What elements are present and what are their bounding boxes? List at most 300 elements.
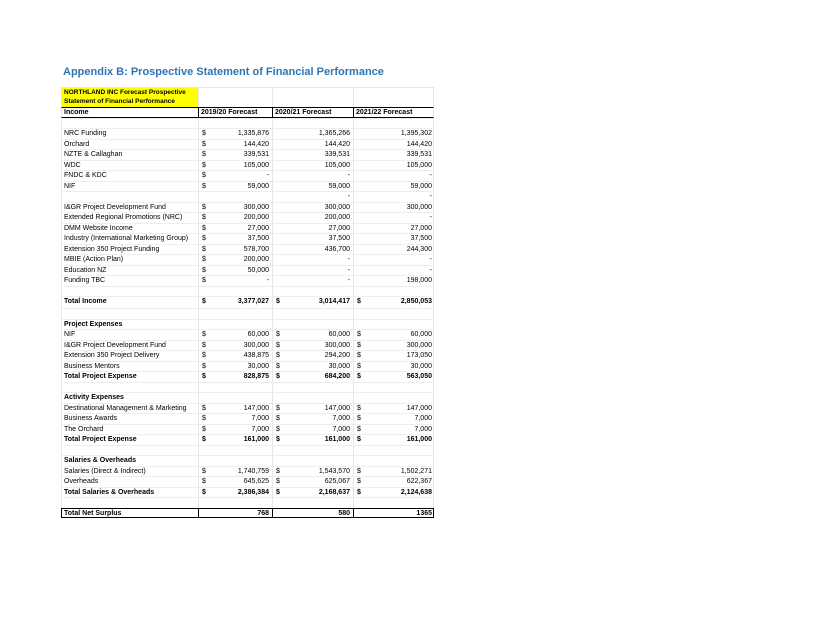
amount: 1,335,876	[237, 130, 269, 137]
value-cell	[273, 488, 354, 498]
value-cell	[354, 341, 435, 351]
currency-symbol: $	[202, 266, 206, 274]
table-row	[61, 508, 434, 519]
value-cell	[199, 435, 273, 445]
table-body	[61, 118, 434, 519]
amount: 438,875	[243, 352, 269, 359]
amount: 1365	[416, 509, 432, 517]
spacer-row	[61, 445, 434, 456]
currency-symbol: $	[276, 467, 280, 475]
value-cell	[199, 393, 273, 403]
amount: 60,000	[328, 331, 350, 338]
row-label: Funding TBC	[62, 276, 199, 286]
amount: 300,000	[324, 341, 350, 349]
value-cell	[273, 245, 354, 255]
value-cell	[273, 372, 354, 382]
currency-symbol: $	[202, 436, 206, 443]
amount: 768	[257, 509, 269, 517]
amount: 578,700	[243, 245, 269, 253]
value-cell	[354, 320, 435, 330]
amount: 2,386,384	[237, 488, 269, 496]
table-title: NORTHLAND INC Forecast Prospective Statement of Financial Performance	[62, 88, 199, 107]
value-cell	[273, 362, 354, 372]
value-cell	[354, 425, 435, 435]
row-label: NIF	[62, 330, 199, 340]
value-cell	[199, 266, 273, 276]
value-cell	[273, 330, 354, 340]
amount: 1,365,266	[318, 130, 350, 137]
amount: -	[347, 256, 350, 263]
table-row	[61, 329, 434, 340]
value-cell	[199, 150, 273, 160]
row-label: The Orchard	[62, 425, 199, 435]
value-cell	[354, 351, 435, 361]
amount: 60,000	[247, 331, 269, 338]
value-cell	[199, 276, 273, 286]
currency-symbol: $	[276, 362, 280, 370]
value-cell	[354, 140, 435, 150]
value-cell	[354, 255, 435, 265]
amount: 3,377,027	[237, 298, 269, 305]
amount: 300,000	[406, 341, 432, 349]
currency-symbol: $	[202, 140, 206, 148]
amount: 30,000	[328, 362, 350, 370]
table-title-row	[61, 87, 434, 107]
table-row	[61, 319, 434, 330]
amount: 60,000	[410, 331, 432, 338]
value-cell	[199, 234, 273, 244]
table-row	[61, 434, 434, 445]
table-row	[61, 202, 434, 213]
header-income: Income	[62, 108, 199, 117]
row-label: Total Salaries & Overheads	[62, 488, 199, 498]
currency-symbol: $	[202, 488, 206, 496]
amount: 645,625	[243, 478, 269, 485]
table-row	[61, 233, 434, 244]
table-row	[61, 476, 434, 487]
amount: 300,000	[243, 203, 269, 211]
row-label: Industry (International Marketing Group)	[62, 234, 199, 244]
row-label: I&GR Project Development Fund	[62, 341, 199, 351]
amount: -	[347, 193, 350, 200]
row-label: Total Project Expense	[62, 372, 199, 382]
amount: -	[266, 277, 269, 284]
amount: 30,000	[247, 362, 269, 370]
value-cell	[273, 477, 354, 487]
value-cell	[354, 150, 435, 160]
currency-symbol: $	[276, 352, 280, 359]
value-cell	[354, 477, 435, 487]
currency-symbol: $	[202, 182, 206, 190]
currency-symbol: $	[202, 298, 206, 305]
value-cell	[273, 213, 354, 223]
value-cell	[199, 404, 273, 414]
table-row	[61, 160, 434, 171]
value-cell	[199, 425, 273, 435]
amount: 105,000	[406, 161, 432, 169]
value-cell	[273, 297, 354, 308]
value-cell	[354, 224, 435, 234]
amount: -	[347, 266, 350, 274]
table-row	[61, 149, 434, 160]
value-cell	[354, 182, 435, 192]
value-cell	[354, 393, 435, 403]
value-cell	[199, 351, 273, 361]
value-cell	[354, 467, 435, 477]
table-row	[61, 403, 434, 414]
value-cell	[273, 192, 354, 202]
header-2020-21: 2020/21 Forecast	[273, 108, 354, 117]
row-label: Extension 350 Project Funding	[62, 245, 199, 255]
currency-symbol: $	[357, 331, 361, 338]
amount: 1,395,302	[400, 130, 432, 137]
value-cell	[199, 467, 273, 477]
value-cell	[273, 320, 354, 330]
table-row	[61, 139, 434, 150]
value-cell	[199, 245, 273, 255]
table-row	[61, 223, 434, 234]
spacer-row	[61, 382, 434, 393]
table-row	[61, 191, 434, 202]
row-label: Total Net Surplus	[62, 509, 199, 518]
row-label: Salaries & Overheads	[62, 456, 199, 466]
amount: 37,500	[328, 235, 350, 242]
value-cell	[273, 341, 354, 351]
amount: 244,300	[406, 245, 432, 253]
amount: 828,875	[243, 373, 269, 380]
value-cell	[199, 182, 273, 192]
value-cell	[273, 224, 354, 234]
amount: -	[429, 214, 432, 221]
value-cell	[273, 435, 354, 445]
row-label: Education NZ	[62, 266, 199, 276]
amount: 684,200	[324, 373, 350, 380]
amount: 59,000	[410, 182, 432, 190]
value-cell	[199, 129, 273, 139]
value-cell	[273, 255, 354, 265]
value-cell	[199, 341, 273, 351]
row-label: NIF	[62, 182, 199, 192]
amount: 2,124,638	[400, 488, 432, 496]
value-cell	[199, 488, 273, 498]
currency-symbol: $	[202, 151, 206, 158]
value-cell	[199, 372, 273, 382]
currency-symbol: $	[276, 298, 280, 305]
value-cell	[354, 435, 435, 445]
amount: 37,500	[410, 235, 432, 242]
row-label	[62, 192, 199, 202]
value-cell	[199, 362, 273, 372]
table-row	[61, 212, 434, 223]
currency-symbol: $	[202, 224, 206, 232]
table-row	[61, 275, 434, 286]
amount: 1,502,271	[400, 467, 432, 475]
amount: 198,000	[406, 277, 432, 284]
currency-symbol: $	[357, 488, 361, 496]
value-cell	[199, 224, 273, 234]
amount: 105,000	[324, 161, 350, 169]
row-label: Salaries (Direct & Indirect)	[62, 467, 199, 477]
amount: 339,531	[324, 151, 350, 158]
amount: 7,000	[251, 425, 269, 433]
value-cell	[273, 161, 354, 171]
currency-symbol: $	[276, 373, 280, 380]
currency-symbol: $	[276, 341, 280, 349]
value-cell	[354, 234, 435, 244]
amount: 294,200	[324, 352, 350, 359]
amount: -	[266, 172, 269, 179]
spacer-row	[61, 308, 434, 319]
value-cell	[199, 414, 273, 424]
value-cell	[199, 161, 273, 171]
value-cell	[354, 372, 435, 382]
value-cell	[273, 467, 354, 477]
amount: 50,000	[247, 266, 269, 274]
amount: 7,000	[414, 425, 432, 433]
currency-symbol: $	[202, 161, 206, 169]
row-label: Business Mentors	[62, 362, 199, 372]
value-cell	[199, 171, 273, 181]
row-label: Activity Expenses	[62, 393, 199, 403]
amount: 7,000	[251, 415, 269, 422]
value-cell	[199, 203, 273, 213]
amount: 300,000	[406, 203, 432, 211]
currency-symbol: $	[357, 467, 361, 475]
row-label: Destinational Management & Marketing	[62, 404, 199, 414]
value-cell	[199, 213, 273, 223]
amount: 300,000	[243, 341, 269, 349]
value-cell	[273, 393, 354, 403]
value-cell	[273, 509, 354, 518]
table-row	[61, 350, 434, 361]
value-cell	[199, 477, 273, 487]
amount: 300,000	[324, 203, 350, 211]
currency-symbol: $	[276, 436, 280, 443]
table-row	[61, 296, 434, 308]
amount: 147,000	[406, 404, 432, 412]
row-label: Extension 350 Project Delivery	[62, 351, 199, 361]
currency-symbol: $	[357, 478, 361, 485]
value-cell	[354, 245, 435, 255]
amount: 105,000	[243, 161, 269, 169]
row-label: Extended Regional Promotions (NRC)	[62, 213, 199, 223]
row-label: NZTE & Callaghan	[62, 150, 199, 160]
value-cell	[354, 192, 435, 202]
amount: 1,543,570	[318, 467, 350, 475]
amount: 30,000	[410, 362, 432, 370]
currency-symbol: $	[202, 203, 206, 211]
value-cell	[273, 351, 354, 361]
row-label: Overheads	[62, 477, 199, 487]
header-2019-20: 2019/20 Forecast	[199, 108, 273, 117]
value-cell	[199, 255, 273, 265]
currency-symbol: $	[202, 404, 206, 412]
currency-symbol: $	[202, 130, 206, 137]
currency-symbol: $	[202, 214, 206, 221]
amount: 200,000	[243, 214, 269, 221]
amount: 625,067	[324, 478, 350, 485]
amount: 563,050	[406, 373, 432, 380]
amount: -	[429, 256, 432, 263]
row-label: Orchard	[62, 140, 199, 150]
amount: 144,420	[324, 140, 350, 148]
amount: 339,531	[406, 151, 432, 158]
value-cell	[273, 150, 354, 160]
table-row	[61, 254, 434, 265]
value-cell	[354, 509, 435, 518]
table-row	[61, 244, 434, 255]
amount: 7,000	[414, 415, 432, 422]
row-label: DMM Website Income	[62, 224, 199, 234]
currency-symbol: $	[276, 331, 280, 338]
value-cell	[354, 330, 435, 340]
value-cell	[199, 456, 273, 466]
value-cell	[199, 330, 273, 340]
currency-symbol: $	[202, 256, 206, 263]
header-2021-22: 2021/22 Forecast	[356, 109, 413, 116]
value-cell	[199, 509, 273, 518]
amount: -	[429, 266, 432, 274]
currency-symbol: $	[276, 425, 280, 433]
value-cell	[199, 320, 273, 330]
value-cell	[273, 456, 354, 466]
amount: 436,700	[324, 245, 350, 253]
amount: 200,000	[243, 256, 269, 263]
currency-symbol: $	[357, 352, 361, 359]
value-cell	[273, 414, 354, 424]
value-cell	[354, 404, 435, 414]
table-row	[61, 181, 434, 192]
amount: 200,000	[324, 214, 350, 221]
amount: 7,000	[332, 425, 350, 433]
row-label: I&GR Project Development Fund	[62, 203, 199, 213]
currency-symbol: $	[357, 404, 361, 412]
row-label: Project Expenses	[62, 320, 199, 330]
amount: 339,531	[243, 151, 269, 158]
row-label: WDC	[62, 161, 199, 171]
currency-symbol: $	[202, 172, 206, 179]
amount: 1,740,759	[237, 467, 269, 475]
value-cell	[354, 203, 435, 213]
amount: 2,850,053	[400, 298, 432, 305]
value-cell	[273, 203, 354, 213]
amount: 59,000	[328, 182, 350, 190]
amount: -	[347, 172, 350, 179]
row-label: MBIE (Action Plan)	[62, 255, 199, 265]
table-row	[61, 455, 434, 466]
currency-symbol: $	[357, 341, 361, 349]
table-row	[61, 361, 434, 372]
currency-symbol: $	[276, 478, 280, 485]
page-title: Appendix B: Prospective Statement of Financial Performance	[63, 66, 384, 78]
amount: 622,367	[406, 478, 432, 485]
table-row	[61, 413, 434, 424]
value-cell	[273, 276, 354, 286]
currency-symbol: $	[276, 488, 280, 496]
currency-symbol: $	[202, 415, 206, 422]
value-cell	[199, 140, 273, 150]
amount: -	[347, 277, 350, 284]
amount: 161,000	[324, 436, 350, 443]
value-cell	[273, 129, 354, 139]
currency-symbol: $	[276, 415, 280, 422]
currency-symbol: $	[357, 373, 361, 380]
row-label: Business Awards	[62, 414, 199, 424]
financial-table	[61, 87, 434, 518]
row-label: Total Project Expense	[62, 435, 199, 445]
currency-symbol: $	[202, 362, 206, 370]
amount: 147,000	[324, 404, 350, 412]
value-cell	[354, 362, 435, 372]
amount: 144,420	[243, 140, 269, 148]
value-cell	[273, 140, 354, 150]
currency-symbol: $	[357, 362, 361, 370]
table-row	[61, 424, 434, 435]
amount: -	[429, 193, 432, 200]
amount: 580	[338, 509, 350, 517]
value-cell	[354, 266, 435, 276]
currency-symbol: $	[202, 245, 206, 253]
currency-symbol: $	[276, 404, 280, 412]
currency-symbol: $	[202, 425, 206, 433]
amount: 173,050	[406, 352, 432, 359]
amount: 37,500	[247, 235, 269, 242]
row-label: NRC Funding	[62, 129, 199, 139]
amount: -	[429, 172, 432, 179]
spacer-row	[61, 118, 434, 129]
row-label: FNDC & KDC	[62, 171, 199, 181]
amount: 7,000	[332, 415, 350, 422]
table-row	[61, 128, 434, 139]
amount: 3,014,417	[318, 298, 350, 305]
currency-symbol: $	[202, 373, 206, 380]
amount: 2,168,637	[318, 488, 350, 496]
amount: 161,000	[406, 436, 432, 443]
currency-symbol: $	[357, 425, 361, 433]
currency-symbol: $	[202, 341, 206, 349]
table-row	[61, 487, 434, 498]
currency-symbol: $	[202, 331, 206, 338]
currency-symbol: $	[202, 478, 206, 485]
value-cell	[354, 276, 435, 286]
table-row	[61, 392, 434, 403]
value-cell	[273, 425, 354, 435]
spacer-row	[61, 286, 434, 297]
currency-symbol: $	[357, 436, 361, 443]
amount: 27,000	[247, 224, 269, 232]
row-label: Total Income	[62, 297, 199, 308]
amount: 59,000	[247, 182, 269, 190]
table-row	[61, 265, 434, 276]
table-row	[61, 371, 434, 382]
value-cell	[273, 171, 354, 181]
value-cell	[273, 234, 354, 244]
value-cell	[273, 404, 354, 414]
currency-symbol: $	[202, 235, 206, 242]
currency-symbol: $	[202, 352, 206, 359]
amount: 147,000	[243, 404, 269, 412]
amount: 27,000	[410, 224, 432, 232]
currency-symbol: $	[357, 298, 361, 305]
value-cell	[199, 297, 273, 308]
value-cell	[354, 171, 435, 181]
value-cell	[273, 182, 354, 192]
currency-symbol: $	[202, 467, 206, 475]
table-row	[61, 170, 434, 181]
currency-symbol: $	[202, 277, 206, 284]
currency-symbol: $	[357, 415, 361, 422]
amount: 27,000	[328, 224, 350, 232]
